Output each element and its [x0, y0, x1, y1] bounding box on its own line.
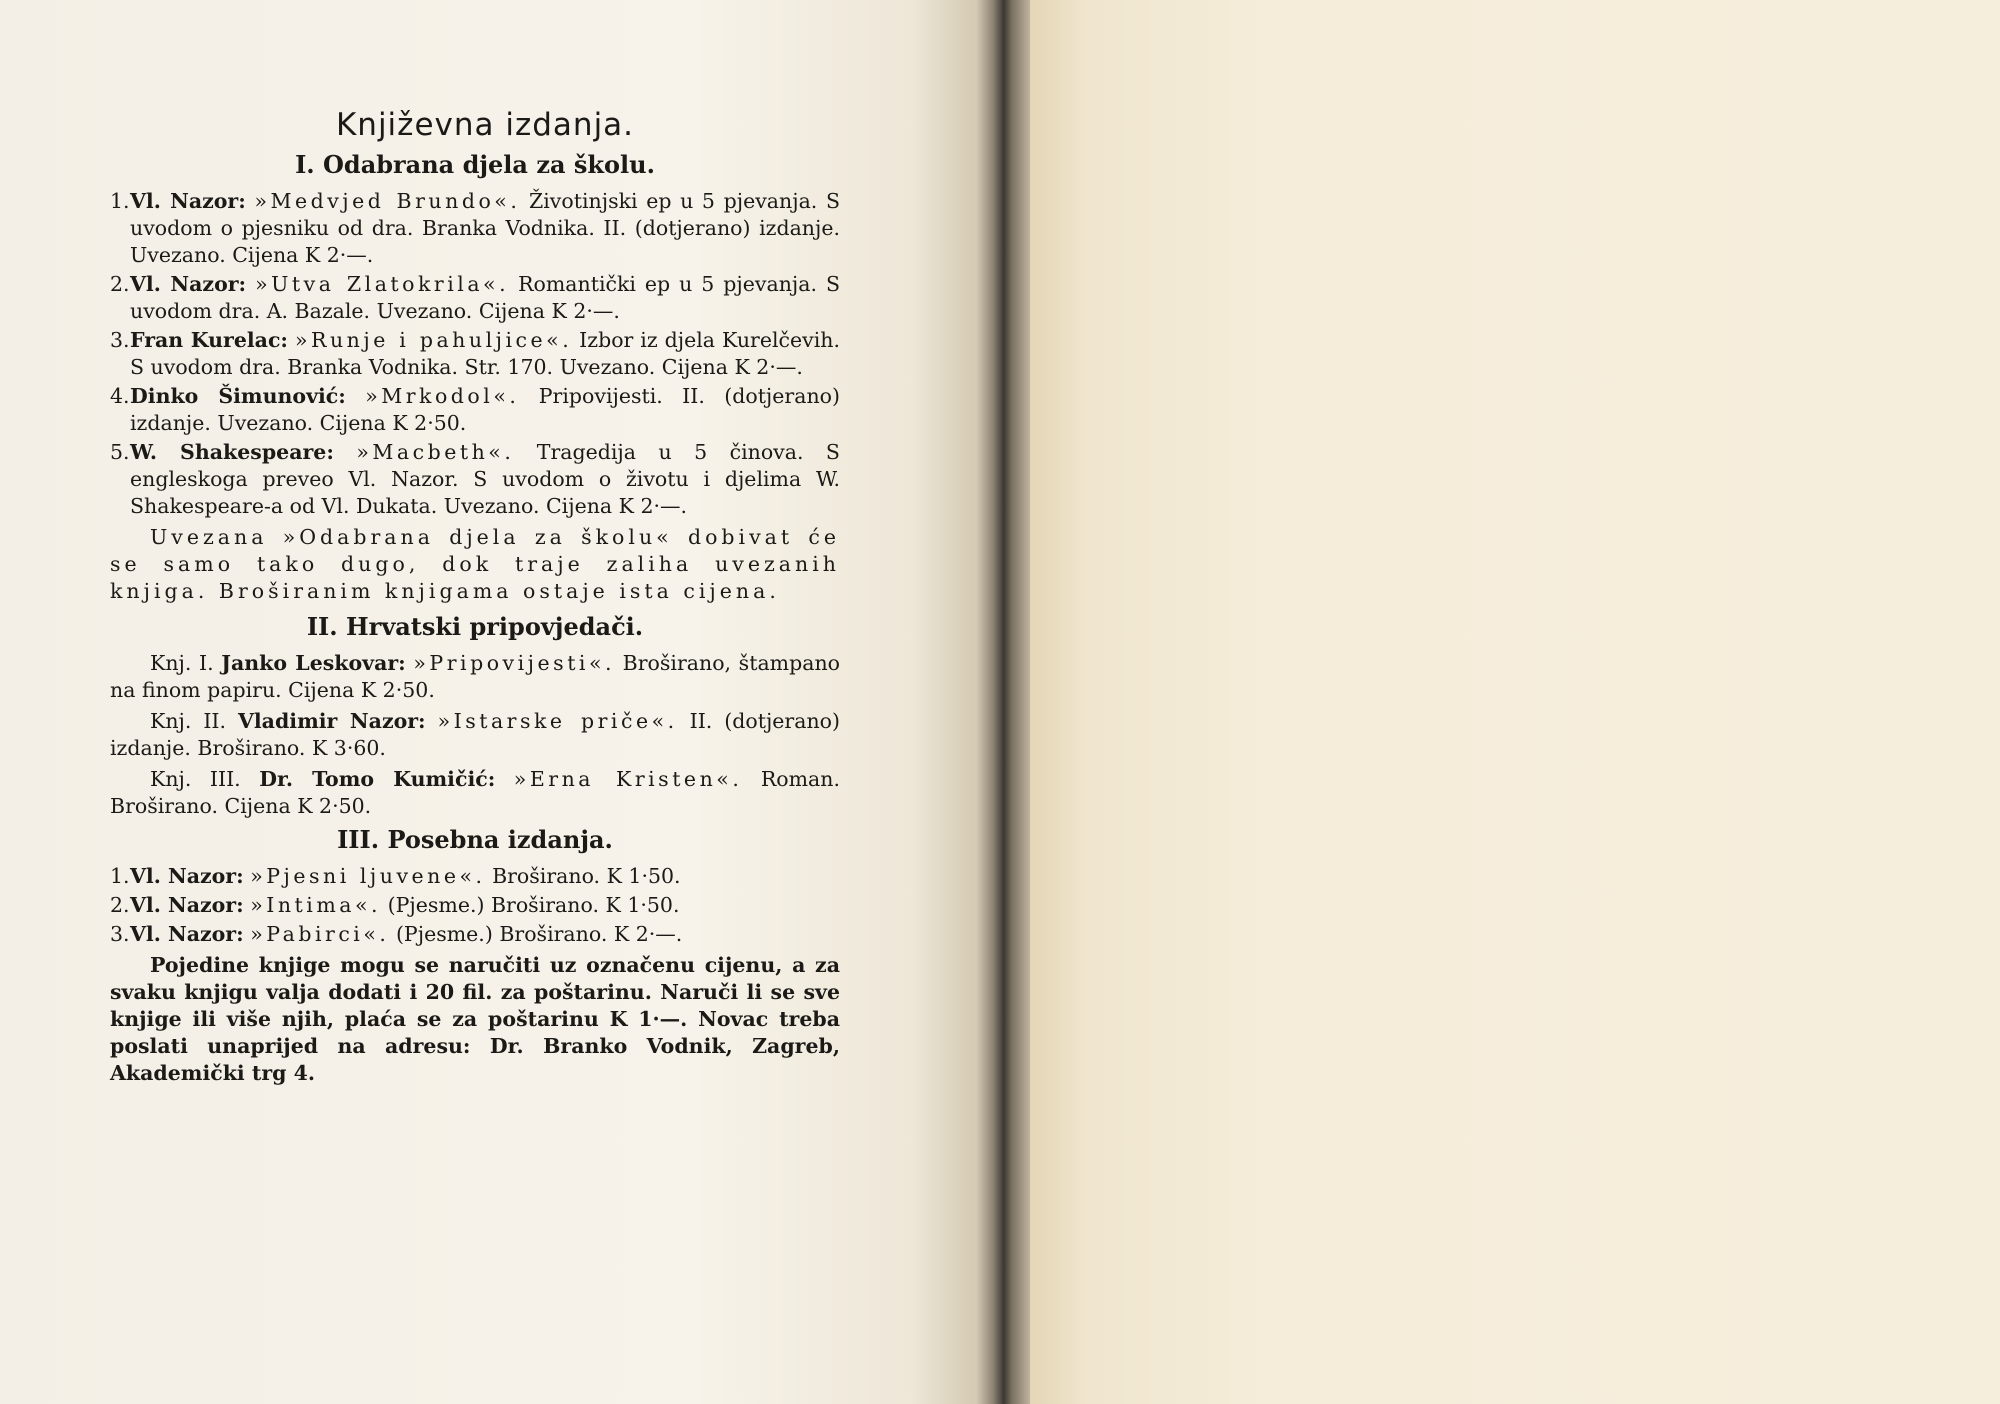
list-item: Knj. III. Dr. Tomo Kumičić: »Erna Kristen«. Roman. Broširano. Cijena K 2·50.: [110, 767, 840, 818]
list-item: 2.Vl. Nazor: »Intima«. (Pjesme.) Broširano. K 1·50.: [110, 893, 680, 917]
list-item: 4.Dinko Šimunović: »Mrkodol«. Pripovijesti. II. (dotjerano) izdanje. Uvezano. Cijena K 2·50.: [110, 384, 840, 435]
left-page: [0, 0, 990, 1404]
list-item: 2.Vl. Nazor: »Utva Zlatokrila«. Romantički ep u 5 pjevanja. S uvodom dra. A. Bazale. Uvezano. Cijena K 2·—.: [110, 272, 840, 323]
list-item: 3.Vl. Nazor: »Pabirci«. (Pjesme.) Broširano. K 2·—.: [110, 922, 683, 946]
book-gutter: [975, 0, 1035, 1404]
list-item: 1.Vl. Nazor: »Pjesni ljuvene«. Broširano. K 1·50.: [110, 864, 681, 888]
list-item: 5.W. Shakespeare: »Macbeth«. Tragedija u 5 činova. S engleskoga preveo Vl. Nazor. S uvodom o životu i djelima W. Shakespeare-a od Vl. Dukata. Uvezano. Cijena K 2·—.: [110, 440, 840, 518]
right-page-blank: [1030, 0, 2000, 1404]
page-title: Književna izdanja.: [335, 107, 635, 143]
list-item: 1.Vl. Nazor: »Medvjed Brundo«. Životinjski ep u 5 pjevanja. S uvodom o pjesniku od dra. Branka Vodnika. II. (dotjerano) izdanje. Uvezano. Cijena K 2·—.: [110, 189, 840, 267]
text-block: [110, 107, 840, 1087]
section-heading-hrvatski-pripovjedaci: II. Hrvatski pripovjedači.: [306, 612, 644, 641]
list-item: 3.Fran Kurelac: »Runje i pahuljice«. Izbor iz djela Kurelčevih. S uvodom dra. Branka Vodnika. Str. 170. Uvezano. Cijena K 2·—.: [110, 328, 840, 379]
section-note: Uvezana »Odabrana djela za školu« dobivat će se samo tako dugo, dok traje zaliha uvezanih knjiga. Broširanim knjigama ostaje ista cijena.: [110, 525, 840, 603]
list-item: Knj. II. Vladimir Nazor: »Istarske priče«. II. (dotjerano) izdanje. Broširano. K 3·60.: [110, 709, 840, 760]
section-heading-odabrana-djela: I. Odabrana djela za školu.: [295, 150, 655, 179]
ordering-note: Pojedine knjige mogu se naručiti uz označenu cijenu, a za svaku knjigu valja dodati i 20 fil. za poštarinu. Naruči li se sve knjige ili više njih, plaća se za poštarinu K 1·—. Novac treba poslati unaprijed na adresu: Dr. Branko Vodnik, Zagreb, Akademički trg 4.: [110, 953, 840, 1085]
section-heading-posebna-izdanja: III. Posebna izdanja.: [337, 825, 613, 854]
list-item: Knj. I. Janko Leskovar: »Pripovijesti«. Broširano, štampano na finom papiru. Cijena K 2·50.: [110, 651, 840, 702]
